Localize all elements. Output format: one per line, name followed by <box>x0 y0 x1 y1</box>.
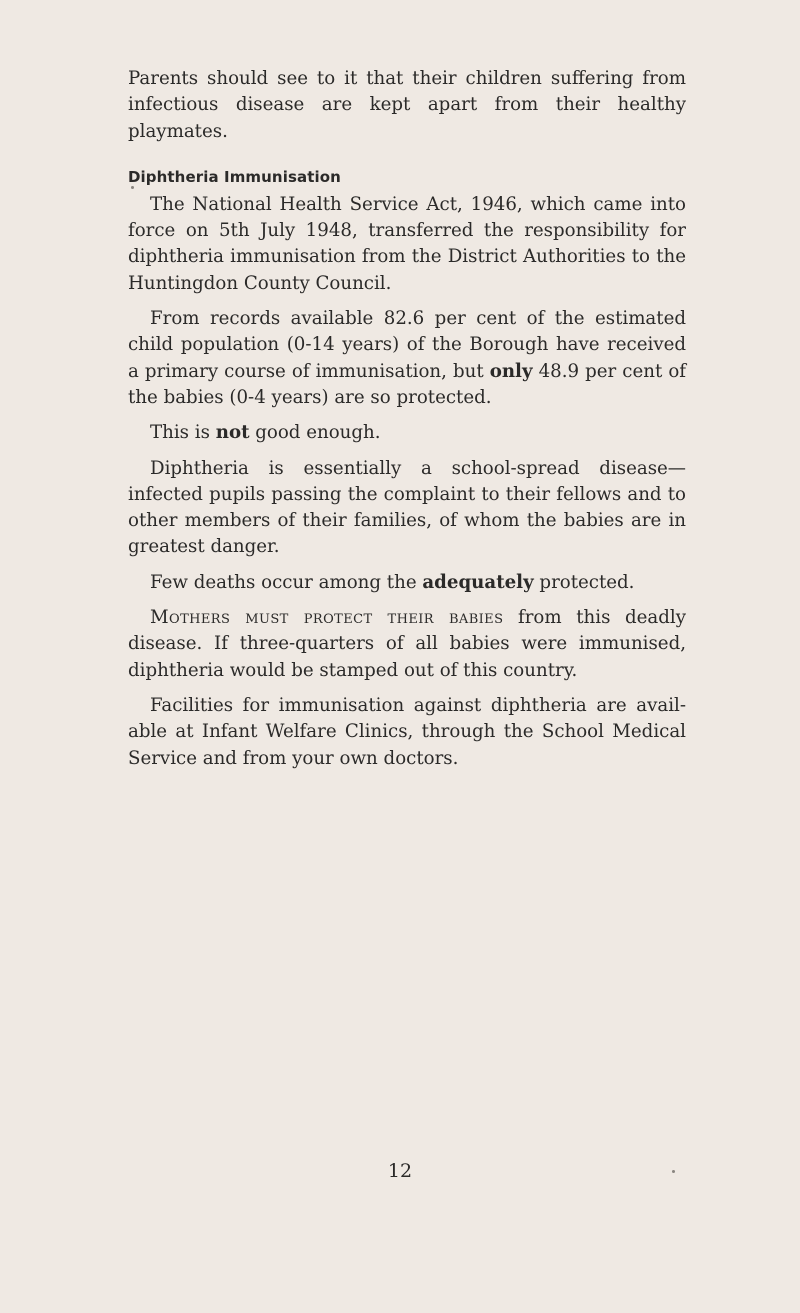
emphasis-only: only <box>489 360 533 382</box>
records-text-end: 48.9 per cent of the babies (0-4 years) are so protected. <box>128 360 687 408</box>
records-text-start: From records available 82.6 per cent of the estimated child population (0-14 years) of the Borough have received a primary course of immunisation, but <box>128 308 686 382</box>
paragraph-few-deaths <box>128 570 686 596</box>
paragraph-school-spread: Diphtheria is essentially a school-spread disease—infected pupils passing the complaint to their fellows and to other members of their families, of whom the babies are in greatest danger. <box>128 457 686 558</box>
paragraph-act: The National Health Service Act, 1946, which came into force on 5th July 1948, transferred the responsibility for diphtheria immunisation from the District Authorities to the Huntingdon County Council. <box>128 193 686 294</box>
emphasis-adequately: adequately <box>422 571 534 593</box>
paper-speck <box>672 1170 675 1173</box>
intro-paragraph: Parents should see to it that their children suffering from infectious disease are kept apart from their healthy playmates. <box>128 68 686 142</box>
document-page <box>128 66 686 772</box>
not-good-start: This is <box>150 422 216 444</box>
not-good-end: good enough. <box>249 422 381 444</box>
paragraph-facilities: Facilities for immunisation against diphtheria are avail-able at Infant Welfare Clinics, through the School Medical Service and from your own doctors. <box>128 694 686 769</box>
few-deaths-start: Few deaths occur among the <box>150 571 423 593</box>
section-heading: Diphtheria Immunisation <box>128 167 341 186</box>
page-number: 12 <box>387 1160 413 1182</box>
few-deaths-end: protected. <box>533 571 635 593</box>
paragraph-records <box>128 306 686 411</box>
paper-speck <box>131 186 134 189</box>
mothers-small-caps: Mothers must protect their babies <box>150 607 504 629</box>
paragraph-not-good-enough <box>128 420 686 446</box>
paragraph-mothers <box>128 605 686 684</box>
emphasis-not: not <box>215 422 250 444</box>
mothers-text-end: from this deadly disease. If three-quarters of all babies were immunised, diphtheria would be stamped out of this country. <box>128 607 687 681</box>
